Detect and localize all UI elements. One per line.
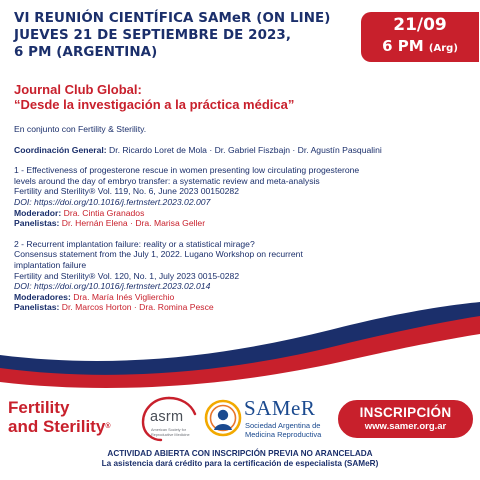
talk2-title-line3: implantation failure bbox=[14, 259, 87, 270]
talk1-moderator-names: Dra. Cintia Granados bbox=[63, 207, 145, 218]
asrm-logo-subtitle: American Society for Reproductive Medicine bbox=[151, 428, 190, 437]
talk1-panel-label: Panelistas: bbox=[14, 218, 60, 229]
journal-club-line2: “Desde la investigación a la práctica médica” bbox=[14, 97, 295, 112]
talk1-reference: Fertility and Sterility® Vol. 119, No. 6, June 2023 00150282 bbox=[14, 186, 239, 197]
talk1-moderator-row bbox=[14, 208, 474, 219]
event-title-line2: JUEVES 21 DE SEPTIEMBRE DE 2023, bbox=[14, 28, 292, 43]
talk-1 bbox=[14, 165, 474, 229]
fs-logo-line2: and Sterility bbox=[8, 417, 106, 436]
talk2-reference: Fertility and Sterility® Vol. 120, No. 1, July 2023 0015-0282 bbox=[14, 270, 240, 281]
talk1-panel-names: Dr. Hernán Elena · Dra. Marisa Geller bbox=[61, 218, 206, 229]
fs-logo-line2-row bbox=[8, 417, 110, 436]
fs-logo-line1: Fertility bbox=[8, 398, 70, 417]
badge-date: 21/09 bbox=[393, 15, 447, 35]
fertility-sterility-logo bbox=[8, 398, 110, 436]
asrm-logo-text: asrm bbox=[150, 409, 184, 425]
badge-zone: (Arg) bbox=[428, 43, 458, 54]
coordination-names: Dr. Ricardo Loret de Mola · Dr. Gabriel Fiszbajn · Dr. Agustín Pasqualini bbox=[109, 144, 382, 155]
inscripcion-label: INSCRIPCIÓN bbox=[359, 405, 452, 420]
footer-line2: La asistencia dará crédito para la certificación de especialista (SAMeR) bbox=[101, 459, 379, 468]
event-title-line1: VI REUNIÓN CIENTÍFICA SAMeR (ON LINE) bbox=[14, 11, 331, 26]
talk2-panel-names: Dr. Marcos Horton · Dra. Romina Pesce bbox=[61, 302, 214, 313]
talk2-doi-link[interactable]: DOI: https://doi.org/10.1016/j.fertnstert.2023.02.014 bbox=[14, 281, 211, 292]
inscripcion-button[interactable] bbox=[338, 400, 473, 438]
journal-club-line1: Journal Club Global: bbox=[14, 82, 142, 97]
inscripcion-url: www.samer.org.ar bbox=[364, 421, 447, 432]
footer-note bbox=[0, 449, 480, 469]
talk2-moderator-label: Moderadores: bbox=[14, 291, 71, 302]
samer-logo-text: SAMeR bbox=[244, 396, 316, 420]
talk1-panel-row bbox=[14, 218, 474, 229]
samer-subtitle-line1: Sociedad Argentina de bbox=[245, 421, 321, 430]
badge-time: 6 PM bbox=[382, 37, 424, 55]
talk2-moderator-names: Dra. María Inés Viglierchio bbox=[73, 291, 175, 302]
talk1-moderator-label: Moderador: bbox=[14, 207, 62, 218]
samer-subtitle-line2: Medicina Reproductiva bbox=[245, 430, 322, 439]
journal-club-title bbox=[14, 82, 434, 112]
coordination-label: Coordinación General: bbox=[14, 144, 107, 155]
date-badge bbox=[361, 12, 479, 62]
samer-logo-mark bbox=[204, 399, 242, 437]
intro-text: En conjunto con Fertility & Sterility. bbox=[14, 124, 147, 134]
talk1-doi-link[interactable]: DOI: https://doi.org/10.1016/j.fertnstert.2023.02.007 bbox=[14, 196, 211, 207]
talk2-panel-label: Panelistas: bbox=[14, 302, 60, 313]
talk1-title-line2: levels around the day of embryo transfer: a systematic review and meta-analysis bbox=[14, 175, 320, 186]
coordination-row bbox=[14, 145, 474, 156]
fs-logo-reg: ® bbox=[105, 423, 111, 430]
talk1-title-line1: 1 - Effectiveness of progesterone rescue in women presenting low circulating progesterone bbox=[14, 165, 360, 176]
event-title-line3: 6 PM (ARGENTINA) bbox=[14, 45, 158, 60]
talk2-title-line1: 2 - Recurrent implantation failure: reality or a statistical mirage? bbox=[14, 238, 255, 249]
event-title bbox=[14, 10, 344, 61]
talk2-title-line2: Consensus statement from the July 1, 2022. Lugano Workshop on recurrent bbox=[14, 249, 303, 260]
badge-time-row bbox=[361, 36, 479, 59]
footer-line1: ACTIVIDAD ABIERTA CON INSCRIPCIÓN PREVIA NO ARANCELADA bbox=[107, 449, 373, 458]
program-content bbox=[14, 124, 474, 313]
samer-logo-subtitle bbox=[245, 421, 335, 439]
